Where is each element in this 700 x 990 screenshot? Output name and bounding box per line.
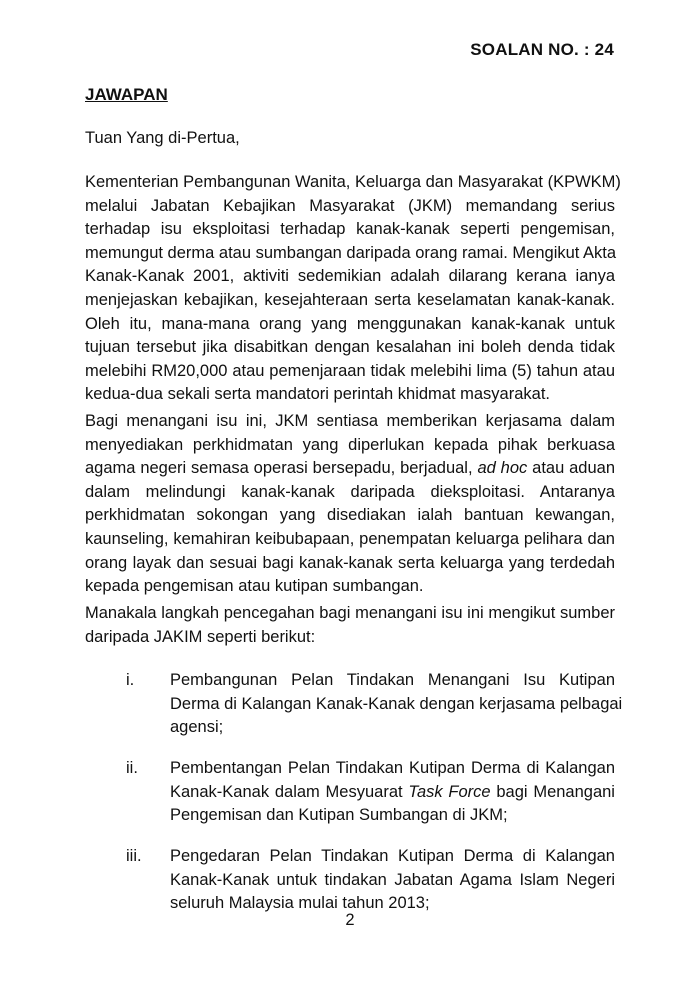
paragraph-3	[85, 602, 615, 649]
paragraph-line: kedua-dua sekali serta mandatori perintah khidmat masyarakat.	[85, 385, 550, 404]
list-item-number: i.	[126, 671, 135, 689]
line-text: atau aduan	[532, 459, 615, 478]
paragraph-line: melalui Jabatan Kebajikan Masyarakat (JKM) memandang serius	[85, 196, 615, 215]
item-line: Pembentangan Pelan Tindakan Kutipan Derma di Kalangan	[170, 759, 615, 777]
page-number: 2	[345, 911, 355, 929]
list-item-text	[170, 845, 615, 916]
paragraph-1	[85, 171, 621, 407]
paragraph-line: perkhidmatan sokongan yang disediakan ialah bantuan kewangan,	[85, 506, 615, 525]
paragraph-line: memungut derma atau sumbangan daripada orang ramai. Mengikut Akta	[85, 243, 617, 262]
list-item-text	[170, 757, 615, 828]
paragraph-2	[85, 410, 615, 599]
paragraph-line: kaunseling, kemahiran keibubapaan, penempatan keluarga pelihara dan	[85, 529, 615, 548]
list-item-number: iii.	[126, 847, 142, 865]
item-line: Pembangunan Pelan Tindakan Menangani Isu Kutipan	[170, 671, 615, 689]
answer-heading: JAWAPAN	[85, 85, 168, 104]
paragraph-line: Manakala langkah pencegahan bagi menangani isu ini mengikut sumber	[85, 604, 615, 622]
italic-term: Task Force	[408, 782, 491, 801]
item-line: agensi;	[170, 718, 224, 737]
item-line: Derma di Kalangan Kanak-Kanak dengan kerjasama pelbagai	[170, 694, 623, 713]
paragraph-line: Kanak-Kanak 2001, aktiviti sedemikian adalah dilarang kerana ianya	[85, 267, 615, 286]
paragraph-line: tujuan tersebut jika disabitkan dengan kesalahan ini boleh denda tidak	[85, 338, 615, 357]
item-line: seluruh Malaysia mulai tahun 2013;	[170, 894, 430, 913]
item-line: Pengedaran Pelan Tindakan Kutipan Derma di Kalangan	[170, 847, 615, 865]
paragraph-line: dalam melindungi kanak-kanak daripada dieksploitasi. Antaranya	[85, 482, 615, 501]
line-text: agama negeri semasa operasi bersepadu, berjadual,	[85, 459, 473, 478]
salutation: Tuan Yang di-Pertua,	[85, 129, 240, 147]
paragraph-line: kepada pengemisan atau kutipan sumbangan.	[85, 577, 424, 596]
paragraph-line: menyediakan perkhidmatan yang diperlukan kepada pihak berkuasa	[85, 435, 615, 454]
paragraph-line	[85, 457, 615, 481]
item-line	[170, 781, 615, 805]
paragraph-line: Oleh itu, mana-mana orang yang menggunakan kanak-kanak untuk	[85, 314, 615, 333]
line-text: bagi Menangani	[496, 782, 615, 801]
italic-term: ad hoc	[477, 459, 528, 478]
question-number: SOALAN NO. : 24	[470, 40, 614, 59]
list-item-text	[170, 669, 623, 740]
paragraph-line: Bagi menangani isu ini, JKM sentiasa memberikan kerjasama dalam	[85, 412, 615, 430]
line-text: Kanak-Kanak dalam Mesyuarat	[170, 782, 403, 801]
paragraph-line: terhadap isu eksploitasi terhadap kanak-kanak seperti pengemisan,	[85, 220, 615, 239]
paragraph-line: melebihi RM20,000 atau pemenjaraan tidak melebihi lima (5) tahun atau	[85, 361, 615, 380]
paragraph-line: daripada JAKIM seperti berikut:	[85, 627, 316, 646]
paragraph-line: Kementerian Pembangunan Wanita, Keluarga dan Masyarakat (KPWKM)	[85, 173, 621, 191]
list-item-number: ii.	[126, 759, 138, 777]
item-line: Pengemisan dan Kutipan Sumbangan di JKM;	[170, 806, 508, 825]
item-line: Kanak-Kanak untuk tindakan Jabatan Agama Islam Negeri	[170, 870, 615, 889]
paragraph-line: orang layak dan sesuai bagi kanak-kanak serta keluarga yang terdedah	[85, 553, 615, 572]
paragraph-line: menjejaskan kebajikan, kesejahteraan serta keselamatan kanak-kanak.	[85, 290, 615, 309]
